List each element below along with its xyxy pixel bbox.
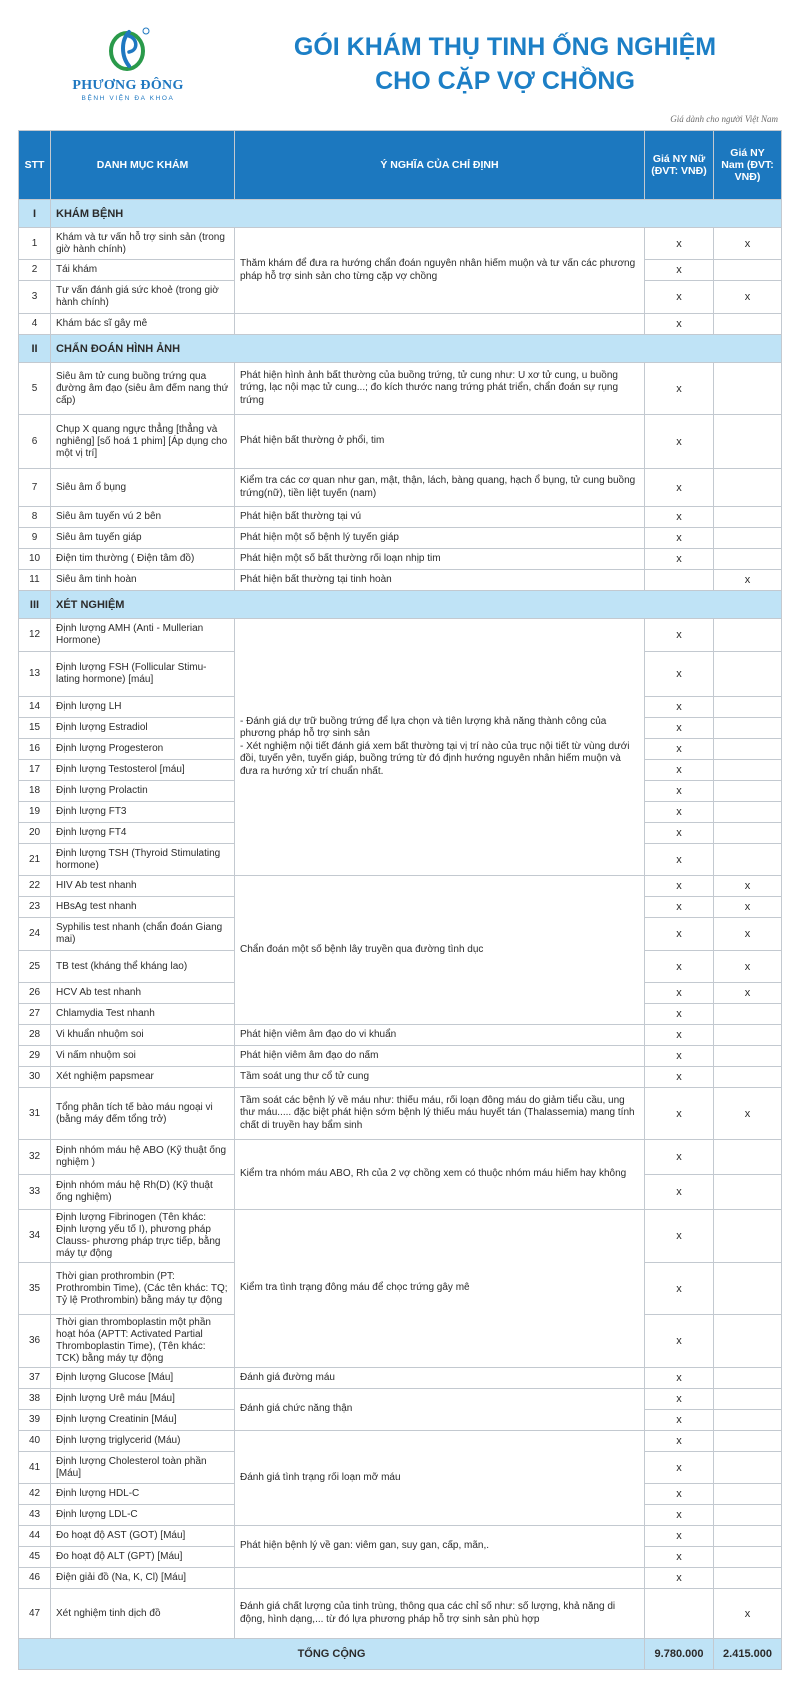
table-row	[19, 1389, 782, 1410]
row-meaning: Đánh giá tình trạng rối loạn mỡ máu	[235, 1431, 645, 1526]
hospital-name: PHƯƠNG ĐÔNG	[72, 78, 184, 93]
row-number: 17	[19, 760, 51, 781]
row-item: Siêu âm tinh hoàn	[51, 570, 235, 591]
row-meaning	[235, 314, 645, 335]
row-item: HBsAg test nhanh	[51, 897, 235, 918]
row-number: 44	[19, 1526, 51, 1547]
table-row	[19, 469, 782, 507]
row-number: 20	[19, 823, 51, 844]
hospital-logo	[68, 26, 188, 102]
female-mark	[645, 570, 714, 591]
total-male: 2.415.000	[714, 1639, 782, 1670]
row-item: Định lượng Glucose [Máu]	[51, 1368, 235, 1389]
male-mark	[714, 549, 782, 570]
page-header	[0, 0, 800, 128]
row-meaning: Kiểm tra tình trạng đông máu để chọc trứng gây mê	[235, 1210, 645, 1368]
male-mark	[714, 314, 782, 335]
row-number: 35	[19, 1263, 51, 1315]
male-mark	[714, 415, 782, 469]
row-item: Định lượng Progesteron	[51, 739, 235, 760]
row-number: 7	[19, 469, 51, 507]
row-item: Định lượng TSH (Thyroid Stimulating hormone)	[51, 844, 235, 876]
row-number: 39	[19, 1410, 51, 1431]
section-title: CHẨN ĐOÁN HÌNH ẢNH	[51, 335, 782, 363]
female-mark: x	[645, 528, 714, 549]
row-number: 11	[19, 570, 51, 591]
male-mark: x	[714, 951, 782, 983]
female-mark: x	[645, 1210, 714, 1263]
table-row	[19, 314, 782, 335]
row-number: 40	[19, 1431, 51, 1452]
female-mark	[645, 1589, 714, 1639]
female-mark: x	[645, 1140, 714, 1175]
title-line-1: GÓI KHÁM THỤ TINH ỐNG NGHIỆM	[293, 33, 717, 61]
row-item: Tư vấn đánh giá sức khoẻ (trong giờ hành chính)	[51, 281, 235, 314]
row-meaning: Phát hiện hình ảnh bất thường của buồng trứng, tử cung như: U xơ tử cung, u buồng trứng, lạc nội mạc tử cung...; đo kích thước nang trứng phát triển, chẩn đoán sự rụng trứng	[235, 363, 645, 415]
male-mark: x	[714, 570, 782, 591]
row-number: 27	[19, 1004, 51, 1025]
male-mark	[714, 1175, 782, 1210]
female-mark: x	[645, 918, 714, 951]
col-item: DANH MỤC KHÁM	[51, 131, 235, 200]
table-row	[19, 1067, 782, 1088]
table-row	[19, 549, 782, 570]
row-number: 6	[19, 415, 51, 469]
row-number: 30	[19, 1067, 51, 1088]
table-row	[19, 1140, 782, 1175]
row-meaning: Thăm khám để đưa ra hướng chẩn đoán nguyên nhân hiếm muộn và tư vấn các phương pháp hỗ trợ sinh sản cho từng cặp vợ chồng	[235, 228, 645, 314]
row-item: HIV Ab test nhanh	[51, 876, 235, 897]
row-number: 34	[19, 1210, 51, 1263]
row-number: 10	[19, 549, 51, 570]
male-mark: x	[714, 1589, 782, 1639]
row-number: 46	[19, 1568, 51, 1589]
female-mark: x	[645, 549, 714, 570]
row-number: 13	[19, 652, 51, 697]
row-meaning: Chẩn đoán một số bệnh lây truyền qua đường tình dục	[235, 876, 645, 1025]
female-mark: x	[645, 1025, 714, 1046]
male-mark: x	[714, 1088, 782, 1140]
row-meaning	[235, 1568, 645, 1589]
row-item: Syphilis test nhanh (chẩn đoán Giang mai)	[51, 918, 235, 951]
row-item: TB test (kháng thể kháng lao)	[51, 951, 235, 983]
female-mark: x	[645, 1410, 714, 1431]
row-number: 47	[19, 1589, 51, 1639]
table-row	[19, 1589, 782, 1639]
female-mark: x	[645, 1067, 714, 1088]
female-mark: x	[645, 718, 714, 739]
male-mark	[714, 652, 782, 697]
female-mark: x	[645, 1547, 714, 1568]
female-mark: x	[645, 507, 714, 528]
row-number: 43	[19, 1505, 51, 1526]
col-male-price: Giá NY Nam (ĐVT: VNĐ)	[714, 131, 782, 200]
female-mark: x	[645, 697, 714, 718]
male-mark: x	[714, 983, 782, 1004]
row-item: Định lượng Creatinin [Máu]	[51, 1410, 235, 1431]
male-mark	[714, 1067, 782, 1088]
male-mark	[714, 260, 782, 281]
row-item: Định lượng LDL-C	[51, 1505, 235, 1526]
male-mark	[714, 1315, 782, 1368]
row-number: 36	[19, 1315, 51, 1368]
row-number: 12	[19, 619, 51, 652]
male-mark	[714, 1484, 782, 1505]
male-mark	[714, 1004, 782, 1025]
section-row	[19, 335, 782, 363]
row-item: Tái khám	[51, 260, 235, 281]
female-mark: x	[645, 281, 714, 314]
row-item: Định lượng Estradiol	[51, 718, 235, 739]
row-meaning: Đánh giá đường máu	[235, 1368, 645, 1389]
row-meaning: Phát hiện một số bệnh lý tuyến giáp	[235, 528, 645, 549]
row-item: Thời gian thromboplastin một phần hoạt hóa (APTT: Activated Partial Thromboplastin Time), (Tên khác: TCK) bằng máy tự động	[51, 1315, 235, 1368]
female-mark: x	[645, 983, 714, 1004]
row-number: 5	[19, 363, 51, 415]
table-row	[19, 507, 782, 528]
row-number: 26	[19, 983, 51, 1004]
row-item: Định lượng AMH (Anti - Mullerian Hormone)	[51, 619, 235, 652]
table-row	[19, 1046, 782, 1067]
row-item: Đo hoạt độ ALT (GPT) [Máu]	[51, 1547, 235, 1568]
male-mark	[714, 1505, 782, 1526]
row-item: Xét nghiệm tinh dịch đồ	[51, 1589, 235, 1639]
row-number: 8	[19, 507, 51, 528]
table-row	[19, 528, 782, 549]
male-mark	[714, 619, 782, 652]
row-item: Định lượng triglycerid (Máu)	[51, 1431, 235, 1452]
male-mark: x	[714, 876, 782, 897]
total-label: TỔNG CỘNG	[19, 1639, 645, 1670]
female-mark: x	[645, 1431, 714, 1452]
male-mark	[714, 718, 782, 739]
section-title: XÉT NGHIỆM	[51, 591, 782, 619]
female-mark: x	[645, 876, 714, 897]
male-mark	[714, 760, 782, 781]
row-item: Siêu âm tử cung buồng trứng qua đường âm đạo (siêu âm đếm nang thứ cấp)	[51, 363, 235, 415]
female-mark: x	[645, 1263, 714, 1315]
male-mark	[714, 1431, 782, 1452]
table-row	[19, 1431, 782, 1452]
female-mark: x	[645, 781, 714, 802]
row-number: 24	[19, 918, 51, 951]
table-row	[19, 876, 782, 897]
table-row	[19, 1210, 782, 1263]
table-row	[19, 1025, 782, 1046]
col-female-price: Giá NY Nữ (ĐVT: VNĐ)	[645, 131, 714, 200]
row-number: 15	[19, 718, 51, 739]
row-number: 29	[19, 1046, 51, 1067]
row-item: Định nhóm máu hệ ABO (Kỹ thuật ống nghiệm )	[51, 1140, 235, 1175]
row-number: 9	[19, 528, 51, 549]
row-meaning: Phát hiện viêm âm đạo do nấm	[235, 1046, 645, 1067]
table-row	[19, 1368, 782, 1389]
row-item: Thời gian prothrombin (PT: Prothrombin Time), (Các tên khác: TQ; Tỷ lệ Prothrombin) bằng máy tự động	[51, 1263, 235, 1315]
female-mark: x	[645, 823, 714, 844]
row-number: 37	[19, 1368, 51, 1389]
female-mark: x	[645, 1526, 714, 1547]
row-item: Định lượng Testosterol [máu]	[51, 760, 235, 781]
row-item: Định lượng FSH (Follicular Stimu-lating hormone) [máu]	[51, 652, 235, 697]
male-mark	[714, 1389, 782, 1410]
row-meaning: Đánh giá chức năng thận	[235, 1389, 645, 1431]
row-meaning: Tầm soát ung thư cổ tử cung	[235, 1067, 645, 1088]
male-mark	[714, 823, 782, 844]
male-mark	[714, 363, 782, 415]
row-item: Chụp X quang ngực thẳng [thẳng và nghiêng] [số hoá 1 phim] [Áp dụng cho một vị trí]	[51, 415, 235, 469]
table-row	[19, 570, 782, 591]
female-mark: x	[645, 469, 714, 507]
male-mark: x	[714, 281, 782, 314]
row-meaning: Phát hiện bất thường tại tinh hoàn	[235, 570, 645, 591]
row-meaning: Phát hiện bất thường tại vú	[235, 507, 645, 528]
female-mark: x	[645, 228, 714, 260]
male-mark: x	[714, 228, 782, 260]
female-mark: x	[645, 415, 714, 469]
table-row	[19, 619, 782, 652]
row-item: Khám bác sĩ gây mê	[51, 314, 235, 335]
female-mark: x	[645, 1568, 714, 1589]
row-item: Định lượng LH	[51, 697, 235, 718]
row-meaning: Phát hiện bệnh lý về gan: viêm gan, suy gan, cấp, mãn,.	[235, 1526, 645, 1568]
total-row	[19, 1639, 782, 1670]
male-mark	[714, 1210, 782, 1263]
row-number: 19	[19, 802, 51, 823]
female-mark: x	[645, 1389, 714, 1410]
female-mark: x	[645, 363, 714, 415]
row-meaning: Kiểm tra các cơ quan như gan, mật, thận, lách, bàng quang, hạch ổ bụng, tử cung buồng trứng(nữ), tiền liệt tuyến (nam)	[235, 469, 645, 507]
female-mark: x	[645, 1452, 714, 1484]
row-number: 2	[19, 260, 51, 281]
title-line-2: CHO CẶP VỢ CHỒNG	[375, 67, 635, 95]
row-item: Khám và tư vấn hỗ trợ sinh sản (trong giờ hành chính)	[51, 228, 235, 260]
row-meaning: Đánh giá chất lượng của tinh trùng, thông qua các chỉ số như: số lượng, khả năng di động, hình dạng,... từ đó lựa phương pháp hỗ trợ sinh sản phù hợp	[235, 1589, 645, 1639]
row-item: Chlamydia Test nhanh	[51, 1004, 235, 1025]
male-mark	[714, 1526, 782, 1547]
phuong-dong-logo-icon	[105, 26, 151, 72]
table-row	[19, 228, 782, 260]
row-number: 42	[19, 1484, 51, 1505]
row-item: Xét nghiệm papsmear	[51, 1067, 235, 1088]
price-table	[18, 130, 782, 1670]
female-mark: x	[645, 1315, 714, 1368]
female-mark: x	[645, 802, 714, 823]
hospital-subtitle: BỆNH VIỆN ĐA KHOA	[81, 95, 175, 102]
female-mark: x	[645, 844, 714, 876]
female-mark: x	[645, 760, 714, 781]
table-row	[19, 415, 782, 469]
male-mark	[714, 802, 782, 823]
male-mark	[714, 844, 782, 876]
meaning-line: - Xét nghiệm nội tiết đánh giá xem bất thường tại vị trí nào của trục nội tiết từ vùng dưới đồi, tuyến yên, tuyến giáp, buồng trứng từ đó định hướng nguyên nhân hiếm muộn và đưa ra hướng xử trí chuẩn nhất.	[240, 740, 630, 777]
female-mark: x	[645, 951, 714, 983]
female-mark: x	[645, 1484, 714, 1505]
col-stt: STT	[19, 131, 51, 200]
row-number: 18	[19, 781, 51, 802]
row-item: Siêu âm tuyến vú 2 bên	[51, 507, 235, 528]
male-mark	[714, 469, 782, 507]
row-item: Định lượng FT4	[51, 823, 235, 844]
row-item: Điện giải đồ (Na, K, Cl) [Máu]	[51, 1568, 235, 1589]
row-meaning	[235, 619, 645, 876]
section-number: II	[19, 335, 51, 363]
row-item: Định nhóm máu hệ Rh(D) (Kỹ thuật ống nghiệm)	[51, 1175, 235, 1210]
male-mark	[714, 697, 782, 718]
female-mark: x	[645, 1088, 714, 1140]
row-item: Siêu âm tuyến giáp	[51, 528, 235, 549]
row-item: Tổng phân tích tế bào máu ngoại vi (bằng máy đếm tổng trở)	[51, 1088, 235, 1140]
row-meaning: Tầm soát các bệnh lý về máu như: thiếu máu, rối loạn đông máu do giảm tiểu cầu, ung thư máu..... đặc biệt phát hiện sớm bệnh lý thiếu máu huyết tán (Thalassemia) mang tính chất di truyền hay bẩm sinh	[235, 1088, 645, 1140]
row-number: 25	[19, 951, 51, 983]
total-female: 9.780.000	[645, 1639, 714, 1670]
row-item: Điện tim thường ( Điện tâm đồ)	[51, 549, 235, 570]
row-item: Định lượng Prolactin	[51, 781, 235, 802]
female-mark: x	[645, 260, 714, 281]
col-meaning: Ý NGHĨA CỦA CHỈ ĐỊNH	[235, 131, 645, 200]
row-item: Đo hoạt độ AST (GOT) [Máu]	[51, 1526, 235, 1547]
row-item: Định lượng FT3	[51, 802, 235, 823]
row-number: 23	[19, 897, 51, 918]
table-row	[19, 363, 782, 415]
female-mark: x	[645, 619, 714, 652]
male-mark	[714, 1025, 782, 1046]
male-mark	[714, 1263, 782, 1315]
meaning-line: - Đánh giá dự trữ buồng trứng để lựa chọn và tiên lượng khả năng thành công của phương pháp hỗ trợ sinh sản	[240, 715, 607, 740]
row-number: 14	[19, 697, 51, 718]
row-number: 22	[19, 876, 51, 897]
row-number: 41	[19, 1452, 51, 1484]
row-meaning: Phát hiện bất thường ở phổi, tim	[235, 415, 645, 469]
male-mark	[714, 528, 782, 549]
section-row	[19, 591, 782, 619]
female-mark: x	[645, 314, 714, 335]
male-mark: x	[714, 897, 782, 918]
female-mark: x	[645, 1175, 714, 1210]
row-item: Vi nấm nhuộm soi	[51, 1046, 235, 1067]
row-item: Định lượng HDL-C	[51, 1484, 235, 1505]
row-item: Định lượng Fibrinogen (Tên khác: Định lượng yếu tố I), phương pháp Clauss- phương pháp trực tiếp, bằng máy tự động	[51, 1210, 235, 1263]
row-number: 3	[19, 281, 51, 314]
row-number: 21	[19, 844, 51, 876]
table-row	[19, 1568, 782, 1589]
row-meaning: Phát hiện viêm âm đạo do vi khuẩn	[235, 1025, 645, 1046]
table-header-row	[19, 131, 782, 200]
female-mark: x	[645, 1004, 714, 1025]
male-mark	[714, 507, 782, 528]
row-meaning: Phát hiện một số bất thường rối loạn nhịp tim	[235, 549, 645, 570]
row-meaning: Kiểm tra nhóm máu ABO, Rh của 2 vợ chồng xem có thuộc nhóm máu hiếm hay không	[235, 1140, 645, 1210]
section-title: KHÁM BỆNH	[51, 200, 782, 228]
female-mark: x	[645, 1046, 714, 1067]
female-mark: x	[645, 1505, 714, 1526]
section-number: I	[19, 200, 51, 228]
table-row	[19, 1526, 782, 1547]
row-number: 31	[19, 1088, 51, 1140]
male-mark	[714, 739, 782, 760]
female-mark: x	[645, 652, 714, 697]
female-mark: x	[645, 897, 714, 918]
male-mark	[714, 1140, 782, 1175]
male-mark	[714, 1547, 782, 1568]
page-title	[245, 30, 765, 98]
row-number: 4	[19, 314, 51, 335]
female-mark: x	[645, 1368, 714, 1389]
male-mark	[714, 781, 782, 802]
row-number: 38	[19, 1389, 51, 1410]
price-note: Giá dành cho người Việt Nam	[670, 114, 778, 124]
row-number: 16	[19, 739, 51, 760]
row-number: 28	[19, 1025, 51, 1046]
female-mark: x	[645, 739, 714, 760]
male-mark	[714, 1568, 782, 1589]
row-item: Định lượng Urê máu [Máu]	[51, 1389, 235, 1410]
male-mark	[714, 1046, 782, 1067]
row-item: Vi khuẩn nhuộm soi	[51, 1025, 235, 1046]
row-number: 32	[19, 1140, 51, 1175]
male-mark	[714, 1410, 782, 1431]
row-number: 45	[19, 1547, 51, 1568]
section-row	[19, 200, 782, 228]
male-mark	[714, 1368, 782, 1389]
row-item: Định lượng Cholesterol toàn phần [Máu]	[51, 1452, 235, 1484]
row-item: Siêu âm ổ bụng	[51, 469, 235, 507]
section-number: III	[19, 591, 51, 619]
male-mark: x	[714, 918, 782, 951]
male-mark	[714, 1452, 782, 1484]
row-number: 1	[19, 228, 51, 260]
row-item: HCV Ab test nhanh	[51, 983, 235, 1004]
table-row	[19, 1088, 782, 1140]
row-number: 33	[19, 1175, 51, 1210]
